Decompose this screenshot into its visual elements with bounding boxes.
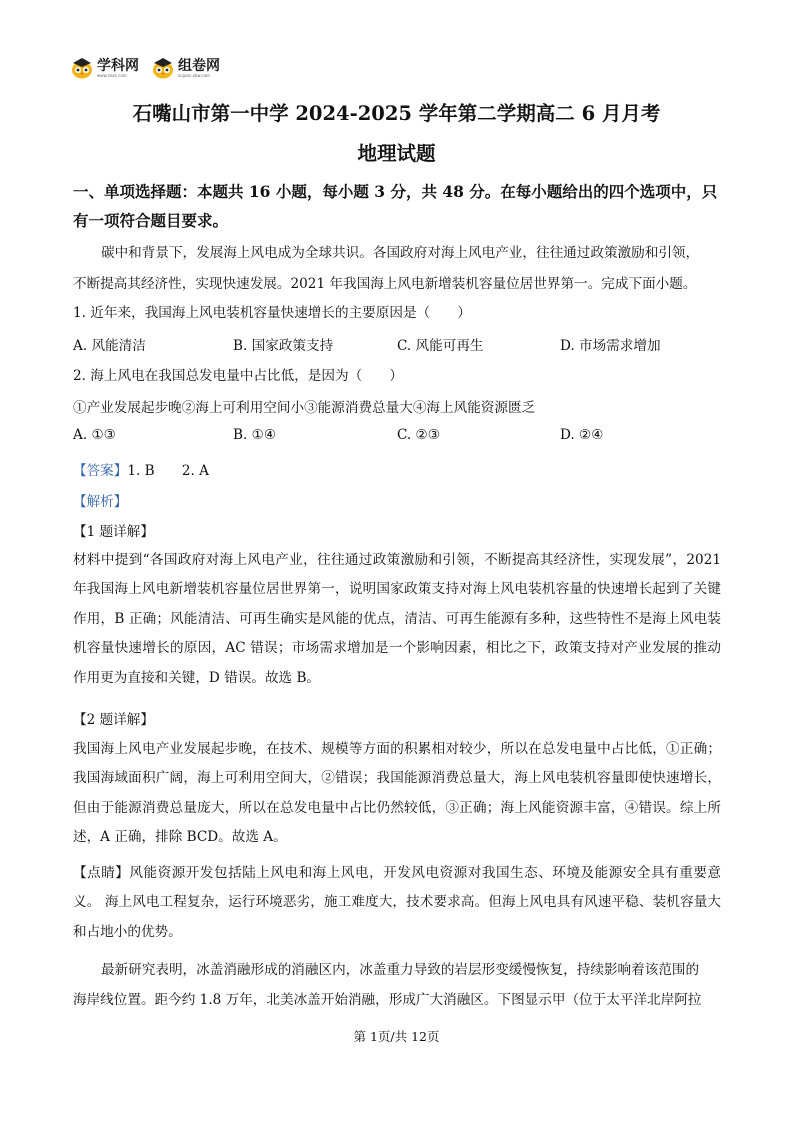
q1-option-b: B. 国家政策支持: [233, 338, 334, 354]
q1-option-d: D. 市场需求增加: [560, 338, 661, 354]
exam-title: 石嘴山市第一中学 2024-2025 学年第二学期高二 6 月月考: [132, 102, 661, 125]
detail1-label: 【1 题详解】: [73, 524, 154, 540]
section-heading: 一、单项选择题：本题共 16 小题，每小题 3 分，共 48 分。在每小题给出的四个选项中，只有一项符合题目要求。: [73, 182, 718, 230]
owl-icon: [151, 57, 175, 79]
answer-label: 【答案】: [73, 463, 128, 479]
q2-option-d: D. ②④: [560, 427, 604, 443]
tip-label: 【点睛】: [73, 865, 130, 881]
xueke-logo-url: www.zxxk.com: [97, 72, 127, 78]
page-footer: 第 1页/共 12页: [353, 1029, 440, 1044]
detail2-text: 我国海上风电产业发展起步晚，在技术、规模等方面的积累相对较少，所以在总发电量中占比低，①正确；我国海域面积广阔，海上可利用空间大，②错误；我国能源消费总量大，海上风电装机容量即使快速增长，但由于能源消费总量庞大，所以在总发电量中占比仍然较低，③正确；海上风能资源丰富，④错误。综上所述，A 正确，排除 BCD。故选 A。: [73, 741, 721, 846]
q1-option-a: A. 风能清洁: [73, 338, 146, 354]
header-logos: [70, 57, 220, 79]
question-1-stem: 1. 近年来，我国海上风电装机容量快速增长的主要原因是（ ）: [73, 305, 471, 321]
question-2-statements: ①产业发展起步晚②海上可利用空间小③能源消费总量大④海上风能资源匮乏: [73, 400, 536, 416]
material1-line1: 碳中和背景下，发展海上风电成为全球共识。各国政府对海上风电产业，往往通过政策激励和引领，: [101, 245, 700, 261]
question-2-stem: 2. 海上风电在我国总发电量中占比低，是因为（ ）: [73, 368, 403, 384]
zujuan-logo: [151, 57, 220, 79]
material2-line1: 最新研究表明，冰盖消融形成的消融区内，冰盖重力导致的岩层形变缓慢恢复，持续影响着该范围的: [101, 962, 700, 978]
q1-option-c: C. 风能可再生: [397, 338, 484, 354]
q2-option-b: B. ①④: [233, 427, 277, 443]
zujuan-logo-name: 组卷网: [178, 57, 220, 74]
answer-line: [73, 459, 209, 479]
zujuan-logo-url: zujuan.xkw.com: [178, 72, 210, 78]
q2-option-c: C. ②③: [397, 427, 440, 443]
xueke-logo-name: 学科网: [97, 57, 139, 74]
xueke-logo: [70, 57, 139, 79]
material2-line2: 海岸线位置。距今约 1.8 万年，北美冰盖开始消融，形成广大消融区。下图显示甲（位于太平洋北岸阿拉: [73, 992, 702, 1008]
tip-text: 风能资源开发包括陆上风电和海上风电，开发风电资源对我国生态、环境及能源安全具有重要意义。 海上风电工程复杂，运行环境恶劣，施工难度大，技术要求高。但海上风电具有风速平稳、装机容量大和占地小的优势。: [73, 865, 722, 940]
analysis-label: 【解析】: [73, 494, 128, 510]
exam-subject: 地理试题: [357, 142, 436, 165]
detail2-label: 【2 题详解】: [73, 712, 154, 728]
owl-icon: [70, 57, 94, 79]
tip-block: [73, 859, 721, 947]
detail1-text: 材料中提到“各国政府对海上风电产业，往往通过政策激励和引领，不断提高其经济性，实现发展”，2021 年我国海上风电新增装机容量位居世界第一，说明国家政策支持对海上风电装机容量的快速增长起到了关键作用，B 正确；风能清洁、可再生确实是风能的优点，清洁、可再生能源有多种，这些特性不是海上风电装机容量快速增长的原因，AC 错误；市场需求增加是一个影响因素，相比之下，政策支持对产业发展的推动作用更为直接和关键，D 错误。故选 B。: [73, 552, 721, 686]
material1-line2: 不断提高其经济性，实现快速发展。2021 年我国海上风电新增装机容量位居世界第一。完成下面小题。: [73, 276, 697, 292]
answer-value: 1. B 2. A: [127, 463, 209, 479]
q2-option-a: A. ①③: [73, 427, 116, 443]
